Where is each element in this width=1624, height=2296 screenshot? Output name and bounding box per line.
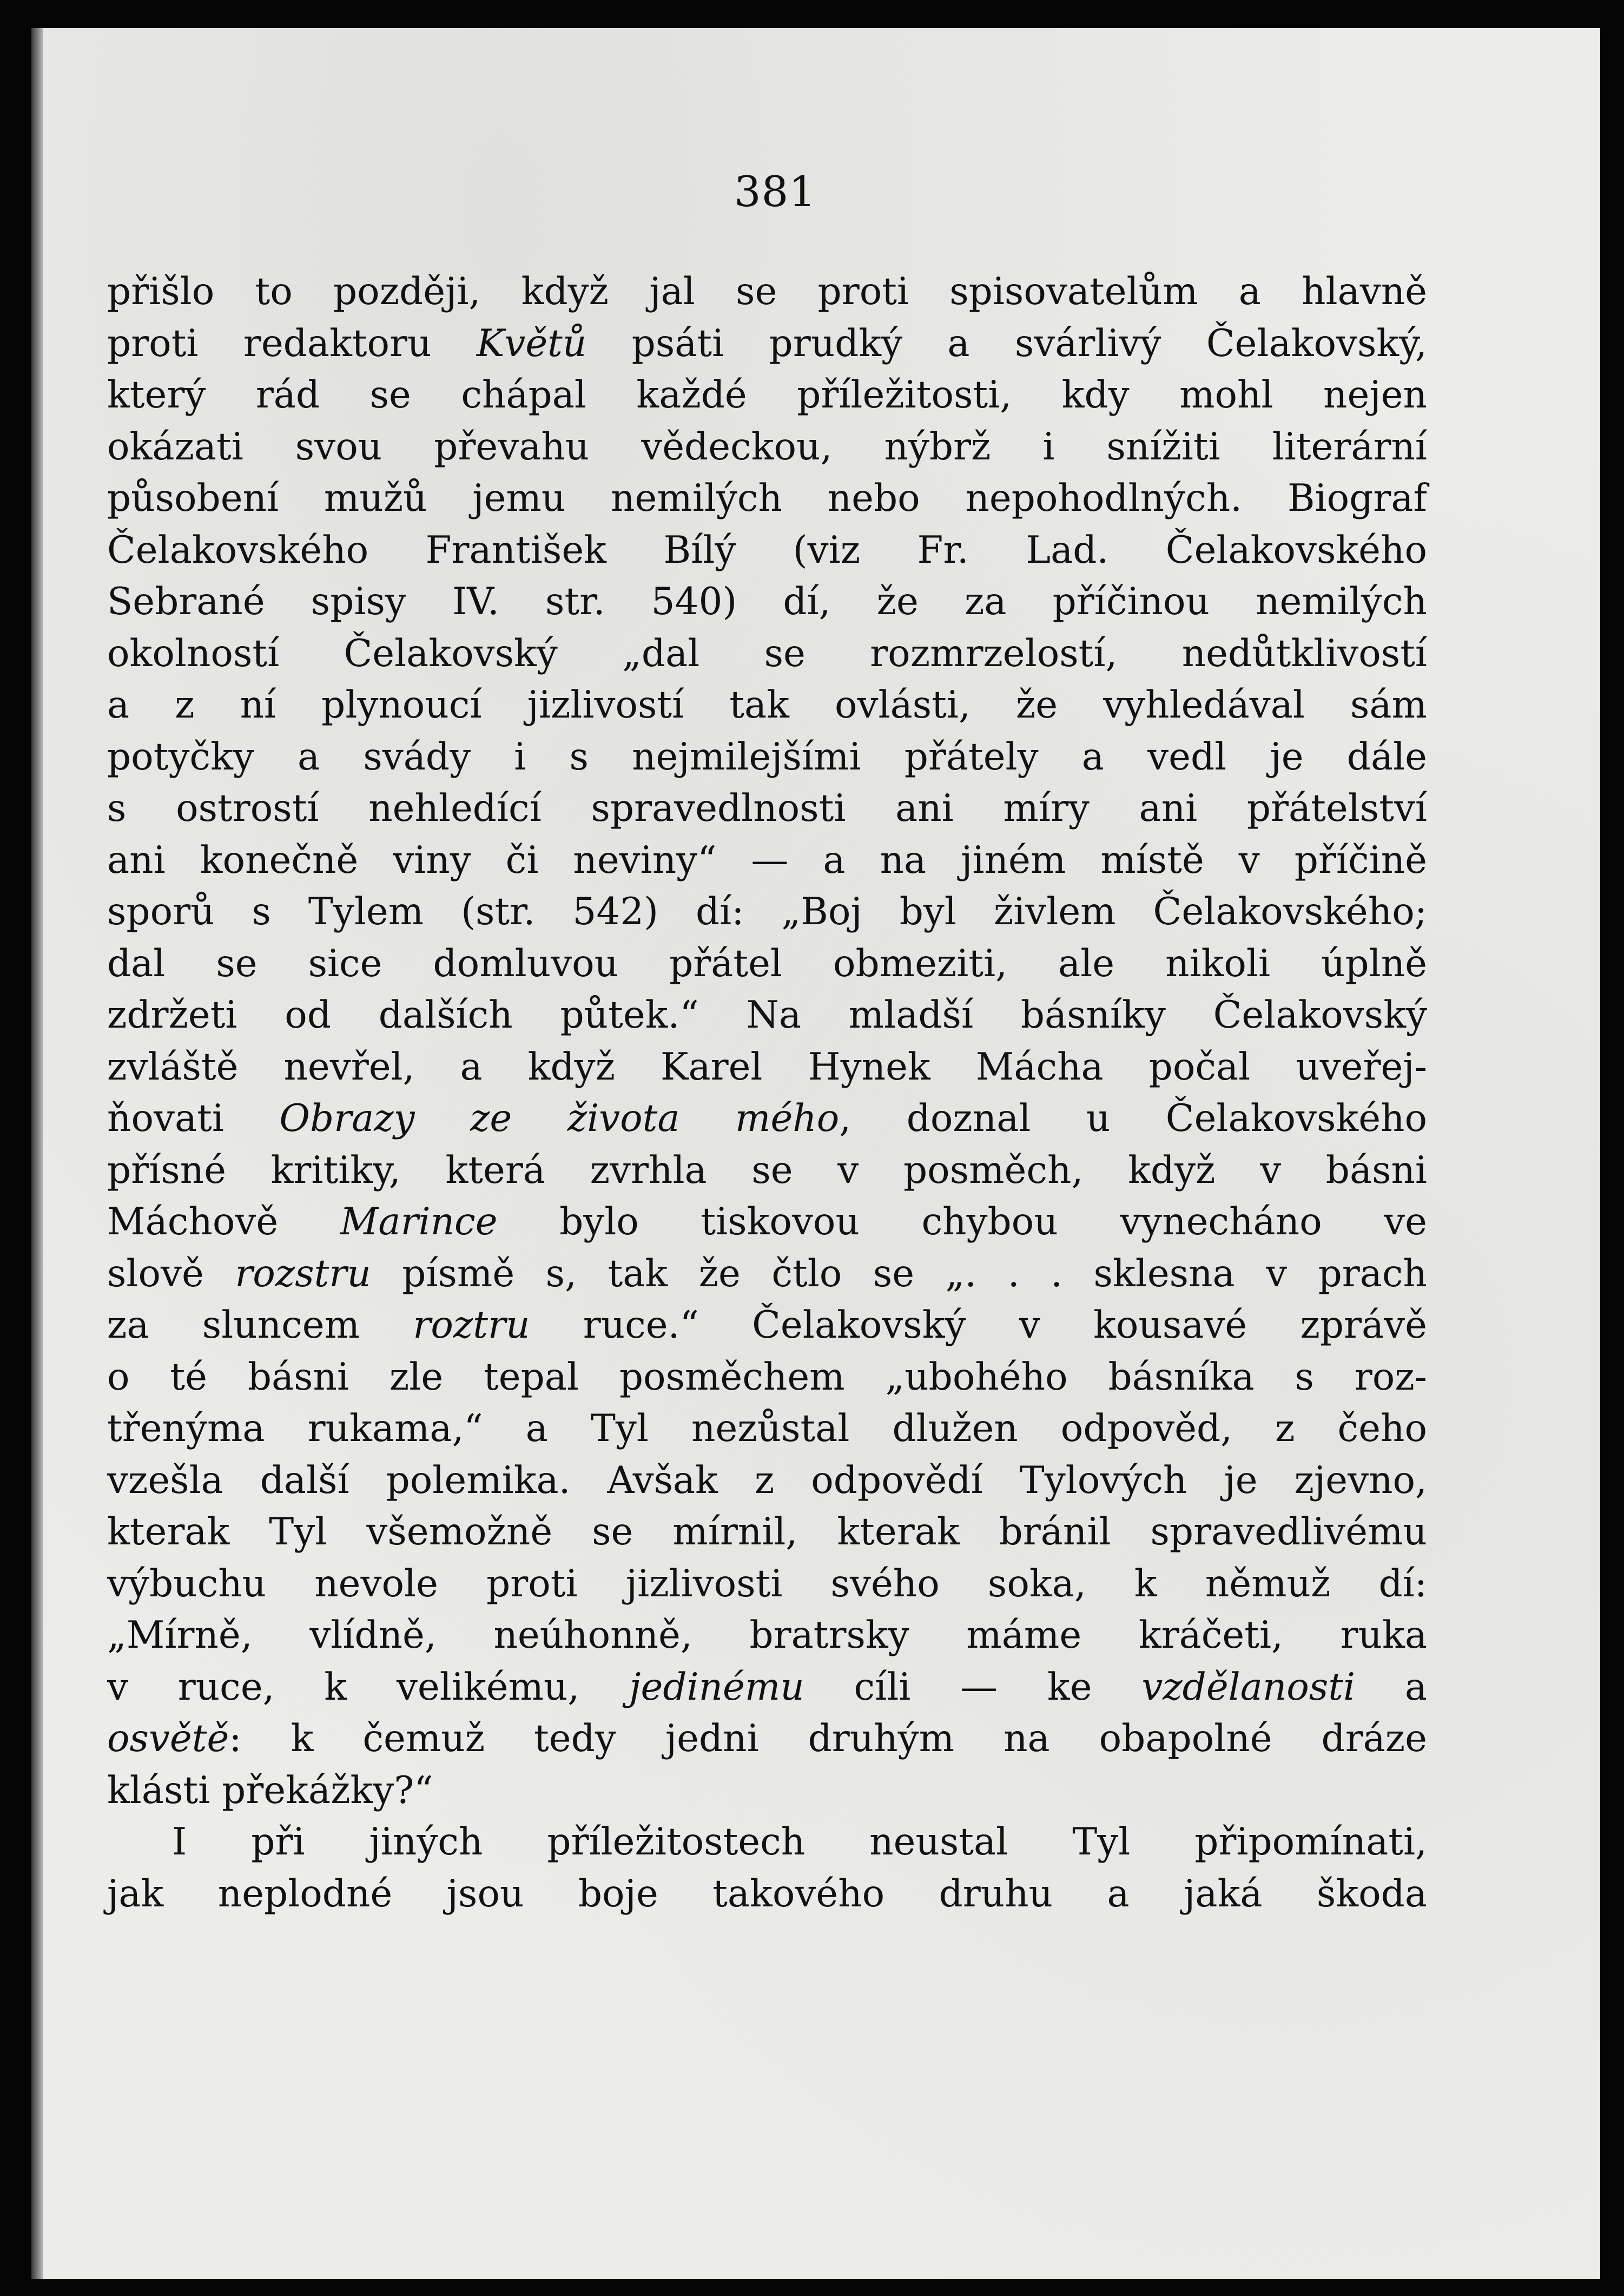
text-run: o té básni zle tepal posměchem „ubohého básníka s roz- [107,1355,1427,1399]
text-line [107,732,1427,784]
text-run: třenýma rukama,“ a Tyl nezůstal dlužen odpověd, z čeho [107,1407,1427,1450]
italic-title-run: jedinému [629,1665,804,1709]
italic-title-run: Obrazy ze života mého [279,1097,840,1140]
text-run: , doznal u Čelakovského [839,1097,1428,1140]
text-run: ňovati [107,1097,280,1140]
text-line [107,835,1427,887]
text-line [107,1662,1427,1714]
text-line [107,525,1427,577]
book-page [31,28,1600,2279]
text-run: který rád se chápal každé příležitosti, kdy mohl nejen [107,373,1427,417]
italic-title-run: rozstru [235,1252,371,1295]
text-run: zdržeti od dalších půtek.“ Na mladší básníky Čelakovský [107,994,1427,1037]
italic-title-run: Marince [340,1200,498,1244]
text-line [107,266,1427,318]
text-line [107,1713,1427,1765]
text-run: a [1355,1665,1427,1709]
text-run: okázati svou převahu vědeckou, nýbrž i snížiti literární [107,425,1427,469]
text-run: vzešla další polemika. Avšak z odpovědí Tylových je zjevno, [107,1458,1427,1502]
text-line [107,1610,1427,1662]
text-run: Čelakovského František Bílý (viz Fr. Lad. Čelakovského [107,528,1427,572]
text-run: s ostrostí nehledící spravedlnosti ani míry ani přátelství [107,787,1427,830]
text-line [107,1196,1427,1248]
text-run: přišlo to později, když jal se proti spisovatelům a hlavně [107,270,1427,313]
text-run: proti redaktoru [107,321,477,365]
text-run: působení mužů jemu nemilých nebo nepohodlných. Biograf [107,477,1427,520]
text-run: psáti prudký a svárlivý Čelakovský, [586,321,1427,365]
text-line [107,1145,1427,1197]
text-line [107,938,1427,990]
text-line [107,473,1427,525]
text-line [107,1558,1427,1610]
text-line [107,370,1427,422]
text-run: výbuchu nevole proti jizlivosti svého soka, k němuž dí: [107,1562,1427,1606]
text-line [107,1869,1427,1920]
text-run: „Mírně, vlídně, neúhonně, bratrsky máme kráčeti, ruka [107,1614,1427,1657]
text-line [107,783,1427,835]
text-run: okolností Čelakovský „dal se rozmrzelostí, nedůtklivostí [107,631,1427,675]
text-line [107,680,1427,732]
text-run: zvláště nevřel, a když Karel Hynek Mácha počal uveřej- [107,1045,1427,1089]
text-line [107,1817,1427,1869]
text-line [107,990,1427,1042]
text-line [107,1765,1427,1817]
text-run: ani konečně viny či neviny“ — a na jiném místě v příčině [107,838,1427,882]
text-run: přísné kritiky, která zvrhla se v posměch, když v básni [107,1148,1427,1192]
text-line [107,886,1427,938]
italic-title-run: vzdělanosti [1141,1665,1356,1709]
text-run: potyčky a svády i s nejmilejšími přátely a vedl je dále [107,735,1427,779]
text-run: Sebrané spisy IV. str. 540) dí, že za příčinou nemilých [107,580,1427,623]
text-run: cíli — ke [804,1665,1142,1709]
text-line [107,1042,1427,1094]
page-number: 381 [734,168,816,216]
text-run: sporů s Tylem (str. 542) dí: „Boj byl živlem Čelakovského; [107,890,1427,933]
text-line [107,422,1427,473]
text-line [107,1455,1427,1507]
text-run: za sluncem [107,1304,413,1347]
italic-title-run: osvětě [107,1717,229,1760]
italic-title-run: Květů [476,321,587,365]
italic-title-run: roztru [413,1304,530,1347]
text-run: dal se sice domluvou přátel obmeziti, ale nikoli úplně [107,942,1427,985]
text-run: kterak Tyl všemožně se mírnil, kterak bránil spravedlivému [107,1510,1427,1554]
text-run: a z ní plynoucí jizlivostí tak ovlásti, že vyhledával sám [107,683,1427,727]
body-text [107,266,1427,1920]
text-run: jak neplodné jsou boje takového druhu a jaká škoda [107,1872,1427,1916]
text-line [107,1506,1427,1558]
text-run: bylo tiskovou chybou vynecháno ve [497,1200,1427,1244]
text-run: Máchově [107,1200,340,1244]
text-line [107,628,1427,680]
text-line [107,1248,1427,1300]
text-line [107,1093,1427,1145]
text-line [107,1403,1427,1455]
page-binding-edge [31,28,43,2279]
text-line [107,1300,1427,1352]
text-run: slově [107,1252,235,1295]
text-run: I při jiných příležitostech neustal Tyl připomínati, [172,1820,1427,1864]
text-run: : k čemuž tedy jedni druhým na obapolné dráze [229,1717,1427,1760]
text-run: v ruce, k velikému, [107,1665,630,1709]
text-run: klásti překážky?“ [107,1768,433,1812]
text-run: ruce.“ Čelakovský v kousavé zprávě [530,1304,1427,1347]
text-run: písmě s, tak že čtlo se „. . . sklesna v prach [371,1252,1427,1295]
text-line [107,1352,1427,1404]
text-line [107,576,1427,628]
text-line [107,318,1427,370]
